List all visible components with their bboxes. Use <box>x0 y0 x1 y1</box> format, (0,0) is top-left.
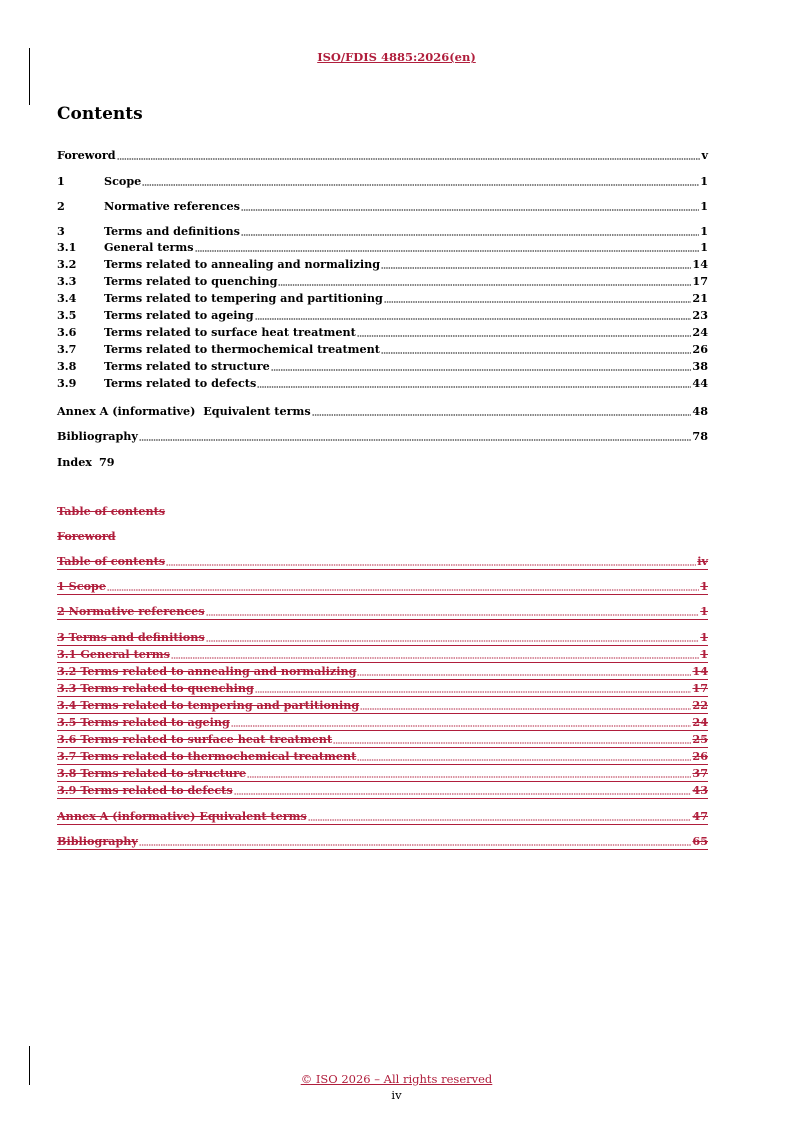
toc-entry-page: 38 <box>692 359 708 373</box>
toc-entry-number: 3.1 <box>57 240 77 254</box>
deleted-entry-title: 3.6 Terms related to surface heat treatment <box>57 732 333 746</box>
toc-entry-page: 1 <box>700 224 708 238</box>
deleted-entry-title: 3.8 Terms related to structure <box>57 766 247 780</box>
deleted-entry-page: 1 <box>700 647 708 661</box>
toc-entry-page: 1 <box>700 199 708 213</box>
leader-dots <box>117 148 701 160</box>
deleted-entry-title: 3.4 Terms related to tempering and partitioning <box>57 698 360 712</box>
leader-dots <box>360 698 691 710</box>
deleted-entry-title: 3.9 Terms related to defects <box>57 783 233 797</box>
deleted-entry-title: 1 Scope <box>57 579 106 593</box>
deleted-entry-page: 26 <box>692 749 708 763</box>
footer-page-number: iv <box>391 1088 402 1102</box>
deleted-underline <box>57 824 708 825</box>
toc-entry-3-9[interactable] <box>57 376 708 391</box>
toc-entry-title: Bibliography <box>57 429 138 443</box>
toc-entry-title: Terms related to quenching <box>104 274 278 288</box>
leader-dots <box>195 240 700 252</box>
toc-entry-title: Index <box>57 455 92 469</box>
deleted-entry-title: 2 Normative references <box>57 604 205 618</box>
toc-entry-page: 24 <box>692 325 708 339</box>
toc-entry-title: Terms related to defects <box>104 376 257 390</box>
toc-entry-3-1[interactable] <box>57 240 708 255</box>
deleted-entry-page: 17 <box>692 681 708 695</box>
leader-dots <box>357 325 692 337</box>
deleted-entry-title: Annex A (informative) Equivalent terms <box>57 809 307 823</box>
leader-dots <box>308 809 692 821</box>
leader-dots <box>206 630 700 642</box>
deleted-underline <box>57 849 708 850</box>
toc-entry-page: 78 <box>692 429 708 443</box>
deleted-entry-title: Table of contents <box>57 554 166 568</box>
deleted-toc-entry[interactable] <box>57 647 708 662</box>
toc-entry-title: Annex A (informative) Equivalent terms <box>57 404 311 418</box>
toc-entry-3-8[interactable] <box>57 359 708 374</box>
toc-entry-title: Terms related to tempering and partitioning <box>104 291 383 305</box>
toc-entry-page: 44 <box>692 376 708 390</box>
toc-entry-number: 3.6 <box>57 325 77 339</box>
deleted-entry-page: 1 <box>700 630 708 644</box>
deleted-toc-entry[interactable] <box>57 554 708 569</box>
leader-dots <box>206 604 700 616</box>
toc-entry-page: 48 <box>692 404 708 418</box>
leader-dots <box>312 404 692 416</box>
leader-dots <box>171 647 699 659</box>
deleted-underline <box>57 696 708 697</box>
deleted-foreword: Foreword <box>57 529 116 543</box>
deleted-underline <box>57 713 708 714</box>
toc-entry-page: 14 <box>692 257 708 271</box>
toc-entry-title: Terms related to structure <box>104 359 270 373</box>
deleted-toc-entry[interactable] <box>57 715 708 730</box>
deleted-entry-title: Bibliography <box>57 834 138 848</box>
deleted-underline <box>57 662 708 663</box>
toc-entry-page: 26 <box>692 342 708 356</box>
deleted-toc-entry[interactable] <box>57 579 708 594</box>
deleted-entry-title: 3.3 Terms related to quenching <box>57 681 254 695</box>
toc-entry-title: General terms <box>104 240 194 254</box>
leader-dots <box>139 429 692 441</box>
toc-entry-title: Terms related to ageing <box>104 308 254 322</box>
toc-entry-terms-and-definitions[interactable] <box>57 224 708 239</box>
toc-entry-title: Terms and definitions <box>104 224 240 238</box>
deleted-underline <box>57 764 708 765</box>
deleted-entry-page: 1 <box>700 604 708 618</box>
leader-dots <box>139 834 692 846</box>
leader-dots <box>381 342 691 354</box>
deleted-underline <box>57 645 708 646</box>
toc-entry-title: Scope <box>104 174 142 188</box>
deleted-toc-entry[interactable] <box>57 834 708 849</box>
toc-entry-title: Foreword <box>57 148 116 162</box>
toc-entry-title: Terms related to surface heat treatment <box>104 325 356 339</box>
leader-dots <box>357 664 691 676</box>
deleted-entry-page: 43 <box>692 783 708 797</box>
deleted-entry-page: 47 <box>692 809 708 823</box>
leader-dots <box>234 783 692 795</box>
leader-dots <box>241 199 699 211</box>
toc-entry-title: Terms related to annealing and normalizing <box>104 257 381 271</box>
toc-entry-title: Terms related to thermochemical treatment <box>104 342 380 356</box>
leader-dots <box>255 681 692 693</box>
toc-entry-3-3[interactable] <box>57 274 708 289</box>
deleted-entry-title: 3.7 Terms related to thermochemical treatment <box>57 749 357 763</box>
deleted-toc-entry[interactable] <box>57 766 708 781</box>
deleted-underline <box>57 798 708 799</box>
deleted-underline <box>57 594 708 595</box>
deleted-underline <box>57 730 708 731</box>
toc-entry-annex-a[interactable] <box>57 404 708 419</box>
deleted-underline <box>57 781 708 782</box>
toc-entry-page: 23 <box>692 308 708 322</box>
deleted-toc-entry[interactable] <box>57 749 708 764</box>
deleted-toc-entry[interactable] <box>57 783 708 798</box>
leader-dots <box>357 749 691 761</box>
toc-entry-number: 3.3 <box>57 274 77 288</box>
leader-dots <box>142 174 699 186</box>
deleted-underline <box>57 569 708 570</box>
toc-entry-number: 1 <box>57 174 65 188</box>
deleted-toc-entry[interactable] <box>57 809 708 824</box>
deleted-toc-entry[interactable] <box>57 604 708 619</box>
deleted-entry-page: 22 <box>692 698 708 712</box>
deleted-underline <box>57 679 708 680</box>
toc-entry-page: 17 <box>692 274 708 288</box>
deleted-entry-title: 3 Terms and definitions <box>57 630 205 644</box>
leader-dots <box>166 554 696 566</box>
leader-dots <box>231 715 692 727</box>
page-title: Contents <box>57 104 143 124</box>
toc-entry-number: 3.5 <box>57 308 77 322</box>
deleted-entry-title: 3.5 Terms related to ageing <box>57 715 230 729</box>
deleted-toc-entry[interactable] <box>57 732 708 747</box>
deleted-toc-entry[interactable] <box>57 630 708 645</box>
toc-entry-page: 1 <box>700 240 708 254</box>
toc-entry-number: 3.7 <box>57 342 77 356</box>
toc-entry-foreword[interactable] <box>57 148 708 163</box>
toc-entry-bibliography[interactable] <box>57 429 708 444</box>
leader-dots <box>271 359 692 371</box>
toc-entry-page: v <box>701 148 708 162</box>
document-id: ISO/FDIS 4885:2026(en) <box>317 50 476 64</box>
deleted-toc-entry[interactable] <box>57 681 708 696</box>
toc-entry-number: 3.4 <box>57 291 77 305</box>
deleted-toc-entry[interactable] <box>57 664 708 679</box>
toc-entry-page: 79 <box>98 455 115 469</box>
leader-dots <box>255 308 692 320</box>
toc-entry-title: Normative references <box>104 199 240 213</box>
toc-entry-page: 21 <box>692 291 708 305</box>
leader-dots <box>384 291 692 303</box>
toc-entry-page: 1 <box>700 174 708 188</box>
deleted-entry-title: 3.2 Terms related to annealing and normalizing <box>57 664 357 678</box>
leader-dots <box>107 579 699 591</box>
toc-entry-number: 3.9 <box>57 376 77 390</box>
leader-dots <box>257 376 691 388</box>
toc-entry-3-7[interactable] <box>57 342 708 357</box>
toc-entry-normative-references[interactable] <box>57 199 708 214</box>
leader-dots <box>241 224 699 236</box>
leader-dots <box>247 766 691 778</box>
toc-entry-number: 2 <box>57 199 65 213</box>
deleted-toc-entry[interactable] <box>57 698 708 713</box>
toc-entry-scope[interactable] <box>57 174 708 189</box>
toc-entry-number: 3.2 <box>57 257 77 271</box>
toc-entry-3-6[interactable] <box>57 325 708 340</box>
deleted-entry-page: 37 <box>692 766 708 780</box>
toc-entry-index[interactable] <box>57 455 115 470</box>
deleted-underline <box>57 619 708 620</box>
toc-entry-3-4[interactable] <box>57 291 708 306</box>
footer-copyright: © ISO 2026 – All rights reserved <box>300 1072 493 1086</box>
toc-entry-3-2[interactable] <box>57 257 708 272</box>
leader-dots <box>381 257 691 269</box>
deleted-entry-page: 1 <box>700 579 708 593</box>
deleted-entry-page: 25 <box>692 732 708 746</box>
deleted-entry-page: 14 <box>692 664 708 678</box>
deleted-entry-title: 3.1 General terms <box>57 647 170 661</box>
toc-entry-3-5[interactable] <box>57 308 708 323</box>
deleted-underline <box>57 747 708 748</box>
deleted-heading: Table of contents <box>57 504 166 518</box>
toc-entry-number: 3 <box>57 224 65 238</box>
leader-dots <box>333 732 691 744</box>
toc-entry-number: 3.8 <box>57 359 77 373</box>
deleted-entry-page: 65 <box>692 834 708 848</box>
deleted-entry-page: 24 <box>692 715 708 729</box>
deleted-entry-page: iv <box>697 554 708 568</box>
leader-dots <box>278 274 691 286</box>
